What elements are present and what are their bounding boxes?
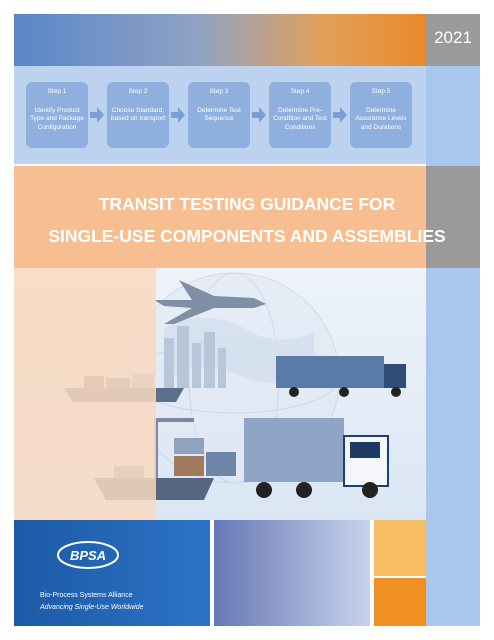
bottom-yellow-block (374, 520, 426, 576)
step-2-desc: Choose Standard, based on transport (110, 106, 166, 122)
document-title (14, 188, 480, 252)
org-name: Bio-Process Systems Alliance (40, 592, 133, 599)
step-3-box (188, 82, 250, 148)
arrow-right-icon (333, 107, 347, 123)
step-5-box (350, 82, 412, 148)
step-1-title: Step 1 (47, 88, 67, 95)
title-line-1: TRANSIT TESTING GUIDANCE FOR (98, 194, 396, 214)
hero-orange-overlay (14, 268, 156, 520)
title-line-2: SINGLE-USE COMPONENTS AND ASSEMBLIES (48, 226, 446, 246)
step-5-title: Step 5 (371, 88, 391, 95)
step-5-desc: Determine Assurance Levels and Durations (355, 106, 407, 131)
step-4-desc: Determine Pre-Condition and Test Conditions (273, 106, 327, 131)
step-4-title: Step 4 (290, 88, 310, 95)
bpsa-logo-icon (56, 540, 120, 570)
arrow-right-icon (171, 107, 185, 123)
bottom-right-block (426, 520, 480, 626)
container-truck-icon (276, 356, 406, 397)
top-gradient-bar (14, 14, 426, 66)
step-3-title: Step 3 (209, 88, 229, 95)
bottom-gradient-block (214, 520, 370, 626)
arrow-right-icon (90, 107, 104, 123)
step-4-box (269, 82, 331, 148)
arrow-right-icon (252, 107, 266, 123)
step-1-box (26, 82, 88, 148)
step-3-desc: Determine Test Sequence (197, 106, 241, 122)
step-1-desc: Identify Product Type and Package Configuration (30, 106, 84, 131)
bottom-orange-block (374, 578, 426, 626)
step-2-title: Step 2 (128, 88, 148, 95)
bpsa-logo-text: BPSA (69, 548, 107, 563)
white-truck-icon (244, 418, 388, 498)
year-label: 2021 (434, 28, 472, 47)
step-2-box (107, 82, 169, 148)
org-tagline: Advancing Single-Use Worldwide (40, 604, 144, 611)
right-column (426, 66, 480, 520)
